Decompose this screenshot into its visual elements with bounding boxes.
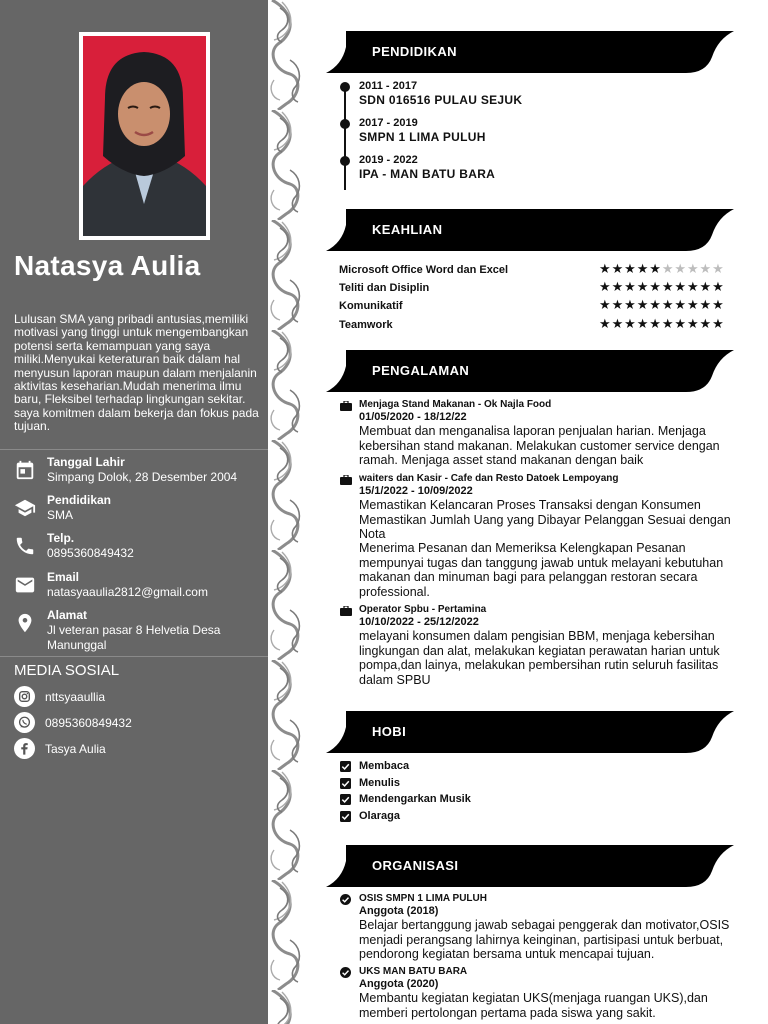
skill-rating: [599, 316, 725, 332]
star-empty-icon: ★: [674, 261, 687, 276]
education-school: IPA - MAN BATU BARA: [359, 167, 496, 181]
info-label: Alamat: [47, 608, 88, 622]
social-facebook[interactable]: [14, 738, 264, 760]
experience-date: 10/10/2022 - 25/12/2022: [359, 616, 479, 628]
star-filled-icon: ★: [611, 316, 625, 331]
education-years: 2017 - 2019: [359, 117, 418, 129]
skill-rating: [599, 261, 725, 277]
star-empty-icon: ★: [712, 261, 725, 276]
section-header-hobbies: [326, 711, 734, 753]
facebook-icon: [14, 738, 35, 759]
star-filled-icon: ★: [686, 279, 700, 294]
social-text: 0895360849432: [45, 716, 132, 730]
hobby-item: [340, 760, 640, 776]
checkbox-icon: [340, 794, 351, 805]
skill-rating: [599, 279, 725, 295]
star-empty-icon: ★: [699, 261, 713, 276]
whatsapp-icon: [14, 712, 35, 733]
education-years: 2019 - 2022: [359, 154, 418, 166]
info-label: Tanggal Lahir: [47, 455, 125, 469]
social-text: nttsyaaullia: [45, 690, 106, 704]
hobby-item: [340, 793, 640, 809]
star-filled-icon: ★: [674, 316, 687, 331]
organization-name: UKS MAN BATU BARA: [359, 966, 468, 977]
star-filled-icon: ★: [699, 279, 713, 294]
checkbox-icon: [340, 778, 351, 789]
experience-desc: melayani konsumen dalam pengisian BBM, menjaga kebersihan lingkungan dan alat, melakukan kegiatan perawatan harian untuk pompa,dan lainya, melakukan pembersihan rutin seluruh fasilitas dalam SPBU: [359, 629, 720, 687]
skill-name: Komunikatif: [339, 300, 403, 312]
experience-date: 01/05/2020 - 18/12/22: [359, 411, 467, 423]
organization-desc: Membantu kegiatan kegiatan UKS(menjaga ruangan UKS),dan memberi pertolongan pertama pada siswa yang sakit.: [359, 991, 708, 1020]
star-filled-icon: ★: [636, 316, 650, 331]
section-title: KEAHLIAN: [372, 222, 443, 237]
hobby-text: Menulis: [359, 777, 400, 789]
hobby-text: Mendengarkan Musik: [359, 793, 471, 805]
info-value: SMA: [47, 508, 74, 522]
organization-role: Anggota (2020): [359, 978, 439, 990]
timeline-dot: [340, 82, 350, 92]
star-filled-icon: ★: [661, 279, 675, 294]
section-header-skills: [326, 209, 734, 251]
section-title: PENDIDIKAN: [372, 44, 457, 59]
hobby-item: [340, 777, 640, 793]
location-pin-icon: [14, 612, 36, 634]
info-label: Pendidikan: [47, 493, 112, 507]
star-filled-icon: ★: [649, 297, 662, 312]
section-header-organization: [326, 845, 734, 887]
info-label: Email: [47, 570, 80, 584]
experience-title: Menjaga Stand Makanan - Ok Najla Food: [359, 399, 552, 410]
section-title: ORGANISASI: [372, 858, 459, 873]
star-filled-icon: ★: [599, 297, 612, 312]
star-filled-icon: ★: [674, 279, 687, 294]
timeline-dot: [340, 156, 350, 166]
info-phone: [0, 531, 268, 571]
profile-photo: [79, 32, 210, 240]
star-filled-icon: ★: [611, 297, 625, 312]
star-filled-icon: ★: [649, 279, 662, 294]
ornament-border: [268, 0, 306, 1024]
organization-name: OSIS SMPN 1 LIMA PULUH: [359, 893, 487, 904]
star-filled-icon: ★: [611, 261, 625, 276]
divider: [0, 656, 268, 657]
check-circle-icon: [340, 967, 351, 978]
star-filled-icon: ★: [712, 316, 725, 331]
briefcase-icon: [340, 475, 352, 485]
profile-summary: Lulusan SMA yang pribadi antusias,memiliki motivasi yang tinggi untuk mengembangkan potensi serta kemampuan yang saya miliki.Menyukai keteraturan baik dalam hal menyusun laporan maupun dalam menjalanin aktivitas keseharian.Mudah menerima ilmu baru, Fleksibel terhadap lingkungan sekitar. saya komitmen dalam bekerja dan fokus pada tujuan.: [14, 312, 259, 434]
section-header-education: [326, 31, 734, 73]
star-filled-icon: ★: [686, 316, 700, 331]
experience-desc-2: Menerima Pesanan dan Memeriksa Kelengkapan Pesanan mempunyai tugas dan tanggung jawab untuk melayani kebutuhan makanan dan minuman bagi para pelanggan restoran secara professional.: [359, 541, 724, 599]
info-email: [0, 570, 268, 610]
section-title: PENGALAMAN: [372, 363, 470, 378]
star-filled-icon: ★: [599, 279, 612, 294]
skill-row: [339, 279, 734, 298]
experience-date: 15/1/2022 - 10/09/2022: [359, 485, 473, 497]
star-filled-icon: ★: [661, 316, 675, 331]
profile-name: Natasya Aulia: [14, 250, 201, 281]
skill-row: [339, 316, 734, 335]
sidebar: [0, 0, 268, 1024]
timeline-line: [344, 84, 346, 190]
social-text: Tasya Aulia: [45, 742, 106, 756]
skill-row: [339, 297, 734, 316]
star-filled-icon: ★: [636, 261, 650, 276]
star-filled-icon: ★: [624, 279, 637, 294]
skill-name: Microsoft Office Word dan Excel: [339, 264, 509, 276]
social-whatsapp[interactable]: [14, 712, 264, 734]
info-education: [0, 493, 268, 533]
graduation-cap-icon: [14, 497, 36, 519]
social-title: MEDIA SOSIAL: [14, 662, 120, 679]
info-address: [0, 608, 268, 652]
star-filled-icon: ★: [674, 297, 687, 312]
social-instagram[interactable]: [14, 686, 264, 708]
experience-title: waiters dan Kasir - Cafe dan Resto Datoek Lempoyang: [359, 473, 619, 484]
timeline-dot: [340, 119, 350, 129]
organization-role: Anggota (2018): [359, 905, 439, 917]
info-value: Simpang Dolok, 28 Desember 2004: [47, 470, 238, 484]
info-birthdate: [0, 455, 268, 495]
skill-rating: [599, 297, 725, 313]
skill-name: Teamwork: [339, 319, 393, 331]
star-filled-icon: ★: [636, 279, 650, 294]
star-filled-icon: ★: [636, 297, 650, 312]
education-school: SMPN 1 LIMA PULUH: [359, 130, 486, 144]
divider: [0, 449, 268, 450]
star-filled-icon: ★: [599, 261, 612, 276]
instagram-icon: [14, 686, 35, 707]
star-filled-icon: ★: [624, 316, 637, 331]
checkbox-icon: [340, 811, 351, 822]
star-empty-icon: ★: [686, 261, 700, 276]
email-icon: [14, 574, 36, 596]
star-filled-icon: ★: [686, 297, 700, 312]
briefcase-icon: [340, 401, 352, 411]
section-header-experience: [326, 350, 734, 392]
info-value: Jl veteran pasar 8 Helvetia Desa Manunggal: [47, 623, 221, 652]
skill-row: [339, 261, 734, 280]
hobby-item: [340, 810, 640, 826]
check-circle-icon: [340, 894, 351, 905]
education-school: SDN 016516 PULAU SEJUK: [359, 93, 523, 107]
info-label: Telp.: [47, 531, 75, 545]
star-filled-icon: ★: [599, 316, 612, 331]
star-filled-icon: ★: [712, 297, 725, 312]
info-value: 0895360849432: [47, 546, 134, 560]
star-filled-icon: ★: [699, 316, 713, 331]
star-filled-icon: ★: [611, 279, 625, 294]
briefcase-icon: [340, 606, 352, 616]
education-years: 2011 - 2017: [359, 80, 418, 92]
star-filled-icon: ★: [712, 279, 725, 294]
experience-desc: Memastikan Kelancaran Proses Transaksi dengan Konsumen Memastikan Jumlah Uang yang Dibayar Pelanggan Sesuai dengan Nota: [359, 498, 731, 542]
calendar-icon: [14, 459, 36, 481]
hobby-text: Olaraga: [359, 810, 400, 822]
checkbox-icon: [340, 761, 351, 772]
experience-desc: Membuat dan menganalisa laporan penjualan harian. Menjaga kebersihan stand makanan. Melakukan customer service dengan ramah. Menjaga asset stand makanan dengan baik: [359, 424, 720, 468]
star-filled-icon: ★: [649, 261, 662, 276]
skill-name: Teliti dan Disiplin: [339, 282, 430, 294]
hobby-text: Membaca: [359, 760, 410, 772]
star-filled-icon: ★: [624, 261, 637, 276]
star-filled-icon: ★: [649, 316, 662, 331]
star-filled-icon: ★: [624, 297, 637, 312]
experience-title: Operator Spbu - Pertamina: [359, 604, 487, 615]
info-value: natasyaaulia2812@gmail.com: [47, 585, 208, 599]
section-title: HOBI: [372, 724, 407, 739]
organization-desc: Belajar bertanggung jawab sebagai penggerak dan motivator,OSIS menjadi perangsang lahirnya keinginan, partisipasi untuk berbuat, pendorong kegiatan bersama untuk mencapai tujuan.: [359, 918, 730, 962]
phone-icon: [14, 535, 36, 557]
star-filled-icon: ★: [661, 297, 675, 312]
star-filled-icon: ★: [699, 297, 713, 312]
star-empty-icon: ★: [661, 261, 675, 276]
